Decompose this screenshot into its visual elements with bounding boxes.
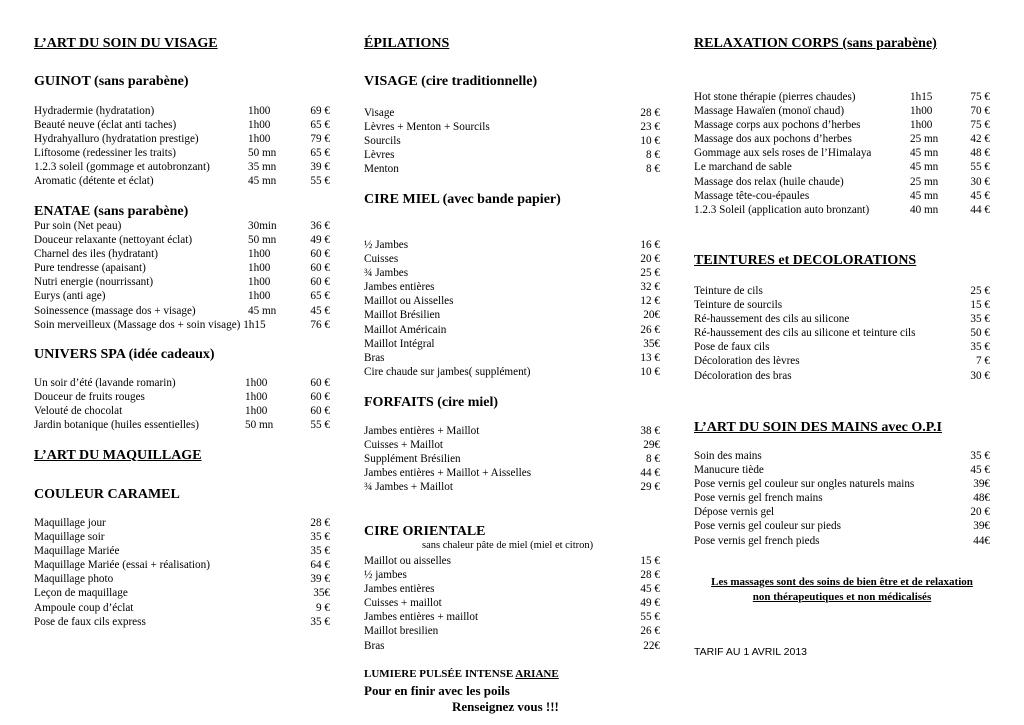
service-price: 8 €: [646, 149, 660, 162]
price-row: [364, 106, 660, 120]
cire-orientale-subtitle: sans chaleur pâte de miel (miel et citron): [422, 540, 594, 551]
service-price: 15 €: [640, 555, 660, 567]
service-name: Visage: [364, 107, 395, 119]
subsection-title-univers-spa: UNIVERS SPA (idée cadeaux): [34, 347, 215, 362]
service-price: 13 €: [640, 351, 660, 364]
price-row: [34, 418, 330, 432]
service-price: 60 €: [310, 248, 330, 261]
service-name: Lèvres: [364, 149, 395, 162]
service-duration: 25 mn: [910, 175, 939, 188]
cire-miel-price-list: [364, 238, 660, 379]
service-name: Le marchand de sable: [694, 161, 792, 174]
subsection-title-cire-miel: CIRE MIEL (avec bande papier): [364, 192, 561, 207]
price-row: [34, 404, 330, 418]
service-name: Jambes entières: [364, 281, 435, 294]
price-row: [364, 294, 660, 308]
service-name: Ré-haussement des cils au silicone et teinture cils: [694, 327, 916, 340]
enatae-price-list: [34, 219, 330, 332]
price-row: [364, 337, 660, 351]
service-duration: 1h00: [245, 405, 268, 418]
finir-poils-text: Pour en finir avec les poils: [364, 683, 510, 698]
price-row: [694, 491, 990, 505]
relaxation-price-list: [694, 90, 990, 217]
price-row: [694, 449, 990, 463]
lumiere-brand: ARIANE: [515, 668, 559, 680]
service-name: Pose vernis gel couleur sur ongles naturels mains: [694, 478, 915, 491]
price-row: [364, 480, 660, 494]
service-duration: 45 mn: [248, 304, 277, 317]
price-row: [34, 219, 330, 233]
cire-orientale-price-list: [364, 554, 660, 653]
price-row: [364, 582, 660, 596]
service-name: Pose vernis gel french pieds: [694, 534, 820, 547]
service-name: Massage corps aux pochons d’herbes: [694, 119, 861, 132]
service-price: 39€: [973, 520, 990, 533]
service-name: ½ jambes: [364, 569, 407, 582]
price-row: [34, 615, 330, 629]
price-row: [694, 146, 990, 160]
service-name: Hydrahyalluro (hydratation prestige): [34, 133, 199, 146]
service-name: Soin merveilleux (Massage dos + soin visage) 1h15: [34, 318, 266, 331]
service-name: Pur soin (Net peau): [34, 220, 122, 232]
service-price: 35 €: [310, 531, 330, 544]
service-price: 60 €: [310, 377, 330, 389]
service-price: 12 €: [640, 295, 660, 308]
price-row: [694, 354, 990, 368]
service-name: Maillot Intégral: [364, 337, 435, 350]
service-price: 9 €: [316, 601, 330, 614]
service-name: Hot stone thérapie (pierres chaudes): [694, 91, 856, 103]
price-row: [34, 132, 330, 146]
price-row: [364, 452, 660, 466]
price-row: [694, 477, 990, 491]
service-name: ¾ Jambes + Maillot: [364, 481, 453, 494]
service-price: 30 €: [970, 175, 990, 188]
service-price: 30 €: [970, 369, 990, 382]
price-row: [34, 261, 330, 275]
price-row: [694, 534, 990, 548]
service-duration: 1h00: [248, 119, 271, 132]
service-price: 35 €: [970, 450, 990, 462]
service-name: Pure tendresse (apaisant): [34, 262, 146, 275]
service-price: 42 €: [970, 133, 990, 146]
service-name: Massage Hawaïen (monoï chaud): [694, 105, 845, 118]
service-name: Beauté neuve (éclat anti taches): [34, 119, 177, 132]
service-price: 44 €: [640, 467, 660, 480]
price-row: [694, 132, 990, 146]
price-row: [364, 162, 660, 176]
service-name: Maillot Américain: [364, 323, 447, 336]
service-name: Leçon de maquillage: [34, 587, 128, 600]
price-row: [34, 318, 330, 332]
service-name: Dépose vernis gel: [694, 506, 775, 519]
service-price: 48€: [973, 492, 990, 505]
service-name: Maquillage photo: [34, 573, 114, 586]
price-row: [34, 390, 330, 404]
service-name: Maillot ou aisselles: [364, 555, 452, 567]
massage-disclaimer-line2: non thérapeutiques et non médicalisés: [752, 591, 932, 603]
service-name: Bras: [364, 351, 385, 364]
service-name: ½ Jambes: [364, 239, 409, 251]
service-price: 60 €: [310, 391, 330, 404]
price-row: [364, 365, 660, 379]
service-name: Supplément Brésilien: [364, 453, 461, 466]
service-duration: 50 mn: [248, 147, 277, 160]
service-name: Massage dos aux pochons d’herbes: [694, 133, 852, 146]
service-name: Bras: [364, 639, 385, 652]
price-row: [364, 424, 660, 438]
service-duration: 45 mn: [910, 189, 939, 202]
service-price: 60 €: [310, 405, 330, 418]
price-row: [694, 90, 990, 104]
service-name: Liftosome (redessiner les traits): [34, 147, 176, 160]
service-price: 10 €: [640, 135, 660, 148]
price-row: [34, 530, 330, 544]
service-price: 75 €: [970, 91, 990, 103]
service-price: 23 €: [640, 121, 660, 134]
service-duration: 50 mn: [245, 419, 274, 432]
forfaits-price-list: [364, 424, 660, 494]
service-duration: 1h00: [910, 105, 933, 118]
price-row: [694, 340, 990, 354]
price-row: [694, 369, 990, 383]
service-price: 10 €: [640, 365, 660, 378]
price-row: [694, 189, 990, 203]
column-epilations: [364, 0, 660, 725]
column-visage-maquillage: [34, 0, 330, 725]
service-name: Pose de faux cils express: [34, 615, 146, 628]
service-name: Jambes entières + Maillot + Aisselles: [364, 467, 532, 480]
service-name: 1.2.3 soleil (gommage et autobronzant): [34, 161, 210, 174]
service-name: Un soir d’été (lavande romarin): [34, 377, 176, 389]
service-price: 36 €: [310, 220, 330, 232]
service-price: 70 €: [970, 105, 990, 118]
price-row: [364, 466, 660, 480]
price-row: [694, 505, 990, 519]
service-name: Manucure tiède: [694, 464, 764, 477]
renseignez-text: Renseignez vous !!!: [452, 699, 559, 714]
service-price: 45 €: [640, 583, 660, 596]
service-price: 20 €: [970, 506, 990, 519]
price-row: [34, 572, 330, 586]
service-name: Soinessence (massage dos + visage): [34, 304, 196, 317]
price-row: [34, 275, 330, 289]
price-row: [34, 544, 330, 558]
service-duration: 1h00: [245, 391, 268, 404]
subsection-title-cire-orientale: CIRE ORIENTALE: [364, 524, 486, 539]
soin-mains-price-list: [694, 449, 990, 548]
service-price: 44 €: [970, 203, 990, 216]
service-price: 60 €: [310, 262, 330, 275]
price-row: [694, 519, 990, 533]
service-price: 29 €: [640, 481, 660, 494]
service-price: 60 €: [310, 276, 330, 289]
price-row: [364, 238, 660, 252]
price-row: [694, 118, 990, 132]
service-name: Pose de faux cils: [694, 341, 770, 354]
service-price: 35 €: [310, 545, 330, 558]
price-row: [34, 304, 330, 318]
price-row: [694, 284, 990, 298]
service-price: 8 €: [646, 453, 660, 466]
service-price: 28 €: [640, 569, 660, 582]
subsection-title-guinot: GUINOT (sans parabène): [34, 74, 189, 89]
price-row: [34, 247, 330, 261]
section-title-teintures: TEINTURES et DECOLORATIONS: [694, 253, 917, 268]
price-row: [34, 376, 330, 390]
price-row: [364, 610, 660, 624]
service-name: Ampoule coup d’éclat: [34, 601, 134, 614]
service-name: Décoloration des lèvres: [694, 355, 800, 368]
subsection-title-enatae: ENATAE (sans parabène): [34, 204, 189, 219]
service-price: 55 €: [970, 161, 990, 174]
service-name: Soin des mains: [694, 450, 762, 462]
price-row: [34, 160, 330, 174]
service-price: 28 €: [640, 107, 660, 119]
price-row: [364, 554, 660, 568]
service-name: Douceur de fruits rouges: [34, 391, 145, 404]
service-duration: 1h00: [910, 119, 933, 132]
price-row: [34, 558, 330, 572]
service-price: 26 €: [640, 625, 660, 638]
service-name: Maillot bresilien: [364, 625, 439, 638]
service-duration: 1h00: [248, 290, 271, 303]
service-price: 45 €: [970, 189, 990, 202]
service-name: Massage dos relax (huile chaude): [694, 175, 844, 188]
price-row: [364, 134, 660, 148]
service-price: 35 €: [970, 341, 990, 354]
caramel-price-list: [34, 516, 330, 629]
service-duration: 30min: [248, 220, 277, 232]
service-duration: 1h00: [248, 105, 271, 117]
service-name: Cuisses: [364, 253, 399, 266]
service-price: 64 €: [310, 559, 330, 572]
service-price: 15 €: [970, 299, 990, 312]
price-row: [34, 104, 330, 118]
lumiere-pulsee-label: LUMIERE PULSÉE INTENSE: [364, 668, 516, 680]
service-name: Jardin botanique (huiles essentielles): [34, 419, 199, 432]
subsection-title-forfaits: FORFAITS (cire miel): [364, 395, 499, 410]
service-name: Eurys (anti age): [34, 290, 106, 303]
price-row: [34, 118, 330, 132]
column-relaxation: [694, 0, 990, 725]
service-price: 28 €: [310, 517, 330, 529]
price-row: [694, 160, 990, 174]
service-name: Charnel des iles (hydratant): [34, 248, 158, 261]
price-row: [364, 323, 660, 337]
service-name: ¾ Jambes: [364, 267, 409, 280]
service-name: Cire chaude sur jambes( supplément): [364, 365, 531, 378]
price-row: [34, 289, 330, 303]
price-row: [364, 568, 660, 582]
section-title-epilations: ÉPILATIONS: [364, 36, 450, 51]
service-price: 50 €: [970, 327, 990, 340]
service-name: Cuisses + maillot: [364, 597, 442, 610]
service-name: Nutri energie (nourrissant): [34, 276, 154, 289]
service-name: Maquillage soir: [34, 531, 105, 544]
service-name: Gommage aux sels roses de l’Himalaya: [694, 147, 872, 160]
subsection-title-visage-cire: VISAGE (cire traditionnelle): [364, 74, 538, 89]
service-name: Sourcils: [364, 135, 401, 148]
service-name: Aromatic (détente et éclat): [34, 175, 154, 188]
service-price: 7 €: [976, 355, 990, 368]
service-price: 45 €: [310, 304, 330, 317]
service-name: Maquillage jour: [34, 517, 106, 529]
service-duration: 50 mn: [248, 234, 277, 247]
service-price: 22€: [643, 639, 660, 652]
price-row: [34, 586, 330, 600]
service-price: 76 €: [310, 318, 330, 331]
price-row: [694, 104, 990, 118]
service-price: 16 €: [640, 239, 660, 251]
tarif-date: TARIF AU 1 AVRIL 2013: [694, 646, 808, 658]
service-price: 35€: [313, 587, 330, 600]
service-duration: 1h00: [248, 248, 271, 261]
price-row: [364, 624, 660, 638]
service-duration: 1h00: [248, 276, 271, 289]
service-name: Douceur relaxante (nettoyant éclat): [34, 234, 193, 247]
service-price: 55 €: [310, 419, 330, 432]
service-duration: 40 mn: [910, 203, 939, 216]
service-name: Décoloration des bras: [694, 369, 792, 382]
service-duration: 45 mn: [910, 161, 939, 174]
price-row: [364, 639, 660, 653]
service-name: Maillot Brésilien: [364, 309, 441, 322]
price-row: [364, 148, 660, 162]
service-price: 8 €: [646, 163, 660, 176]
univers-spa-price-list: [34, 376, 330, 432]
service-duration: 25 mn: [910, 133, 939, 146]
price-row: [34, 601, 330, 615]
price-row: [694, 463, 990, 477]
service-price: 35 €: [970, 313, 990, 326]
service-price: 48 €: [970, 147, 990, 160]
service-price: 25 €: [970, 285, 990, 297]
service-name: Ré-haussement des cils au silicone: [694, 313, 850, 326]
service-duration: 1h15: [910, 91, 933, 103]
service-name: Velouté de chocolat: [34, 405, 123, 418]
subsection-title-couleur-caramel: COULEUR CARAMEL: [34, 487, 180, 502]
service-price: 29€: [643, 439, 660, 452]
service-name: Jambes entières + maillot: [364, 611, 479, 624]
price-row: [364, 120, 660, 134]
price-row: [364, 266, 660, 280]
service-name: Cuisses + Maillot: [364, 439, 444, 452]
service-duration: 1h00: [248, 262, 271, 275]
service-price: 38 €: [640, 425, 660, 437]
service-price: 65 €: [310, 119, 330, 132]
service-price: 39€: [973, 478, 990, 491]
service-name: Pose vernis gel couleur sur pieds: [694, 520, 841, 533]
service-name: Jambes entières: [364, 583, 435, 596]
service-price: 75 €: [970, 119, 990, 132]
service-name: Maquillage Mariée: [34, 545, 120, 558]
service-name: Jambes entières + Maillot: [364, 425, 480, 437]
price-row: [364, 308, 660, 322]
guinot-price-list: [34, 104, 330, 189]
service-name: Menton: [364, 163, 399, 176]
service-name: Lèvres + Menton + Sourcils: [364, 121, 490, 134]
service-price: 79 €: [310, 133, 330, 146]
price-row: [34, 516, 330, 530]
service-price: 39 €: [310, 573, 330, 586]
service-price: 20€: [643, 309, 660, 322]
section-title-maquillage: L’ART DU MAQUILLAGE: [34, 448, 202, 463]
section-title-soin-visage: L’ART DU SOIN DU VISAGE: [34, 36, 218, 51]
service-duration: 1h00: [245, 377, 268, 389]
service-name: Hydradermie (hydratation): [34, 105, 155, 117]
service-duration: 35 mn: [248, 161, 277, 174]
price-row: [34, 174, 330, 188]
price-row: [364, 280, 660, 294]
service-duration: 1h00: [248, 133, 271, 146]
price-row: [364, 351, 660, 365]
price-row: [694, 298, 990, 312]
service-price: 49 €: [310, 234, 330, 247]
service-price: 35 €: [310, 615, 330, 628]
service-name: Pose vernis gel french mains: [694, 492, 823, 505]
price-row: [694, 175, 990, 189]
service-price: 55 €: [640, 611, 660, 624]
price-row: [694, 326, 990, 340]
price-row: [364, 438, 660, 452]
price-row: [364, 596, 660, 610]
service-price: 65 €: [310, 290, 330, 303]
service-name: Maillot ou Aisselles: [364, 295, 454, 308]
service-price: 65 €: [310, 147, 330, 160]
service-price: 55 €: [310, 175, 330, 188]
service-price: 26 €: [640, 323, 660, 336]
lumiere-pulsee-heading: [364, 668, 559, 680]
service-name: Maquillage Mariée (essai + réalisation): [34, 559, 210, 572]
service-name: Massage tête-cou-épaules: [694, 189, 810, 202]
price-row: [694, 312, 990, 326]
service-duration: 45 mn: [248, 175, 277, 188]
service-price: 39 €: [310, 161, 330, 174]
service-name: 1.2.3 Soleil (application auto bronzant): [694, 203, 870, 216]
service-price: 45 €: [970, 464, 990, 477]
teintures-price-list: [694, 284, 990, 383]
service-name: Teinture de sourcils: [694, 299, 783, 312]
price-row: [34, 146, 330, 160]
section-title-soin-mains: L’ART DU SOIN DES MAINS avec O.P.I: [694, 420, 942, 435]
section-title-relaxation-corps: RELAXATION CORPS (sans parabène): [694, 36, 937, 51]
service-price: 44€: [973, 534, 990, 547]
price-row: [364, 252, 660, 266]
service-price: 20 €: [640, 253, 660, 266]
price-row: [34, 233, 330, 247]
service-duration: 45 mn: [910, 147, 939, 160]
massage-disclaimer-line1: Les massages sont des soins de bien être et de relaxation: [711, 576, 973, 588]
service-price: 25 €: [640, 267, 660, 280]
service-price: 69 €: [310, 105, 330, 117]
price-row: [694, 203, 990, 217]
visage-cire-price-list: [364, 106, 660, 176]
service-price: 49 €: [640, 597, 660, 610]
service-name: Teinture de cils: [694, 285, 763, 297]
service-price: 32 €: [640, 281, 660, 294]
service-price: 35€: [643, 337, 660, 350]
